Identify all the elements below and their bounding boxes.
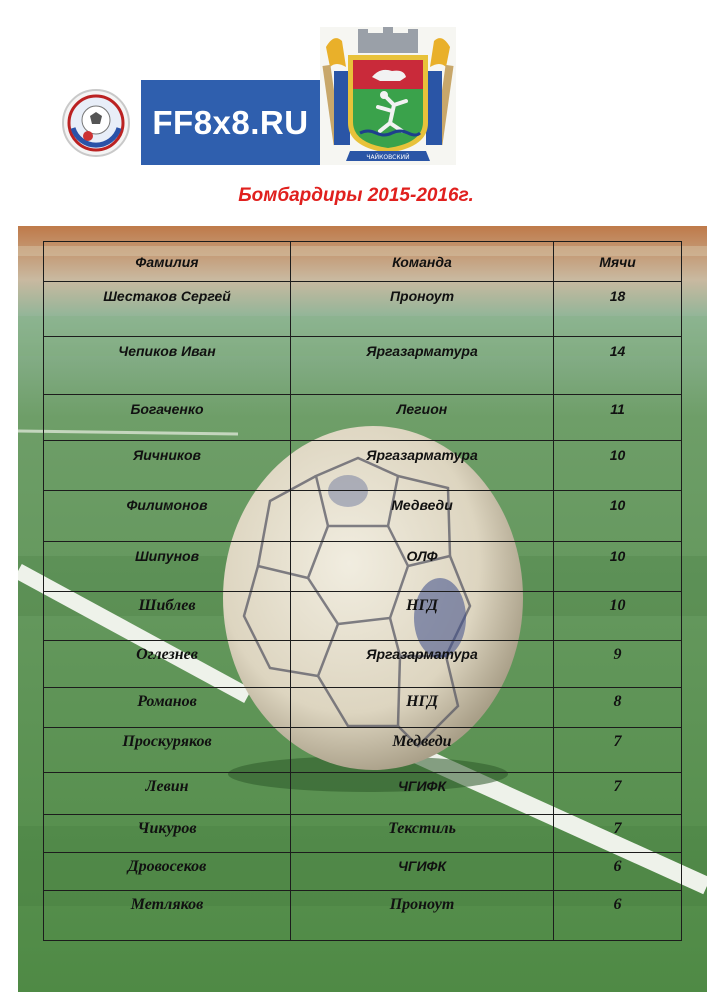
rfs-logo (61, 88, 131, 158)
goals-cell: 8 (554, 688, 682, 728)
team-cell: Медведи (291, 491, 554, 542)
goals-cell: 10 (554, 491, 682, 542)
column-header-goals: Мячи (554, 242, 682, 282)
scorers-table (43, 241, 682, 941)
team-cell: НГД (291, 688, 554, 728)
team-cell: Яргазарматура (291, 337, 554, 395)
page-title: Бомбардиры 2015-2016г. (238, 185, 474, 206)
team-cell: Медведи (291, 728, 554, 773)
ff8x8-logo-text: FF8x8.RU (152, 103, 309, 141)
table-row (44, 592, 682, 641)
table-row (44, 728, 682, 773)
goals-cell: 18 (554, 282, 682, 337)
goals-cell: 9 (554, 641, 682, 688)
team-cell: НГД (291, 592, 554, 641)
coat-caption: ЧАЙКОВСКИЙ (366, 154, 410, 161)
player-name-cell: Проскуряков (44, 728, 291, 773)
table-row (44, 853, 682, 891)
goals-cell: 7 (554, 773, 682, 815)
ff8x8-logo (141, 80, 320, 165)
table-row (44, 688, 682, 728)
goals-cell: 6 (554, 853, 682, 891)
goals-cell: 14 (554, 337, 682, 395)
table-row (44, 491, 682, 542)
team-cell: Проноут (291, 891, 554, 941)
team-cell: ЧГИФК (291, 773, 554, 815)
goals-cell: 6 (554, 891, 682, 941)
goals-cell: 10 (554, 542, 682, 592)
table-row (44, 891, 682, 941)
team-cell: Текстиль (291, 815, 554, 853)
goals-cell: 7 (554, 815, 682, 853)
table-row (44, 542, 682, 592)
table-row (44, 773, 682, 815)
player-name-cell: Метляков (44, 891, 291, 941)
player-name-cell: Филимонов (44, 491, 291, 542)
player-name-cell: Шипунов (44, 542, 291, 592)
goals-cell: 10 (554, 592, 682, 641)
player-name-cell: Левин (44, 773, 291, 815)
player-name-cell: Богаченко (44, 395, 291, 441)
team-cell: Яргазарматура (291, 641, 554, 688)
player-name-cell: Шиблев (44, 592, 291, 641)
team-cell: ОЛФ (291, 542, 554, 592)
column-header-team: Команда (291, 242, 554, 282)
player-name-cell: Оглезнев (44, 641, 291, 688)
player-name-cell: Яичников (44, 441, 291, 491)
coat-of-arms-emblem (320, 27, 456, 165)
goals-cell: 10 (554, 441, 682, 491)
table-row (44, 395, 682, 441)
goals-cell: 11 (554, 395, 682, 441)
player-name-cell: Шестаков Сергей (44, 282, 291, 337)
table-row (44, 441, 682, 491)
player-name-cell: Чепиков Иван (44, 337, 291, 395)
player-name-cell: Чикуров (44, 815, 291, 853)
team-cell: ЧГИФК (291, 853, 554, 891)
player-name-cell: Дровосеков (44, 853, 291, 891)
table-header-row (44, 242, 682, 282)
column-header-surname: Фамилия (44, 242, 291, 282)
table-row (44, 641, 682, 688)
player-name-cell: Романов (44, 688, 291, 728)
team-cell: Легион (291, 395, 554, 441)
table-row (44, 815, 682, 853)
table-row (44, 337, 682, 395)
goals-cell: 7 (554, 728, 682, 773)
team-cell: Яргазарматура (291, 441, 554, 491)
team-cell: Проноут (291, 282, 554, 337)
table-row (44, 282, 682, 337)
